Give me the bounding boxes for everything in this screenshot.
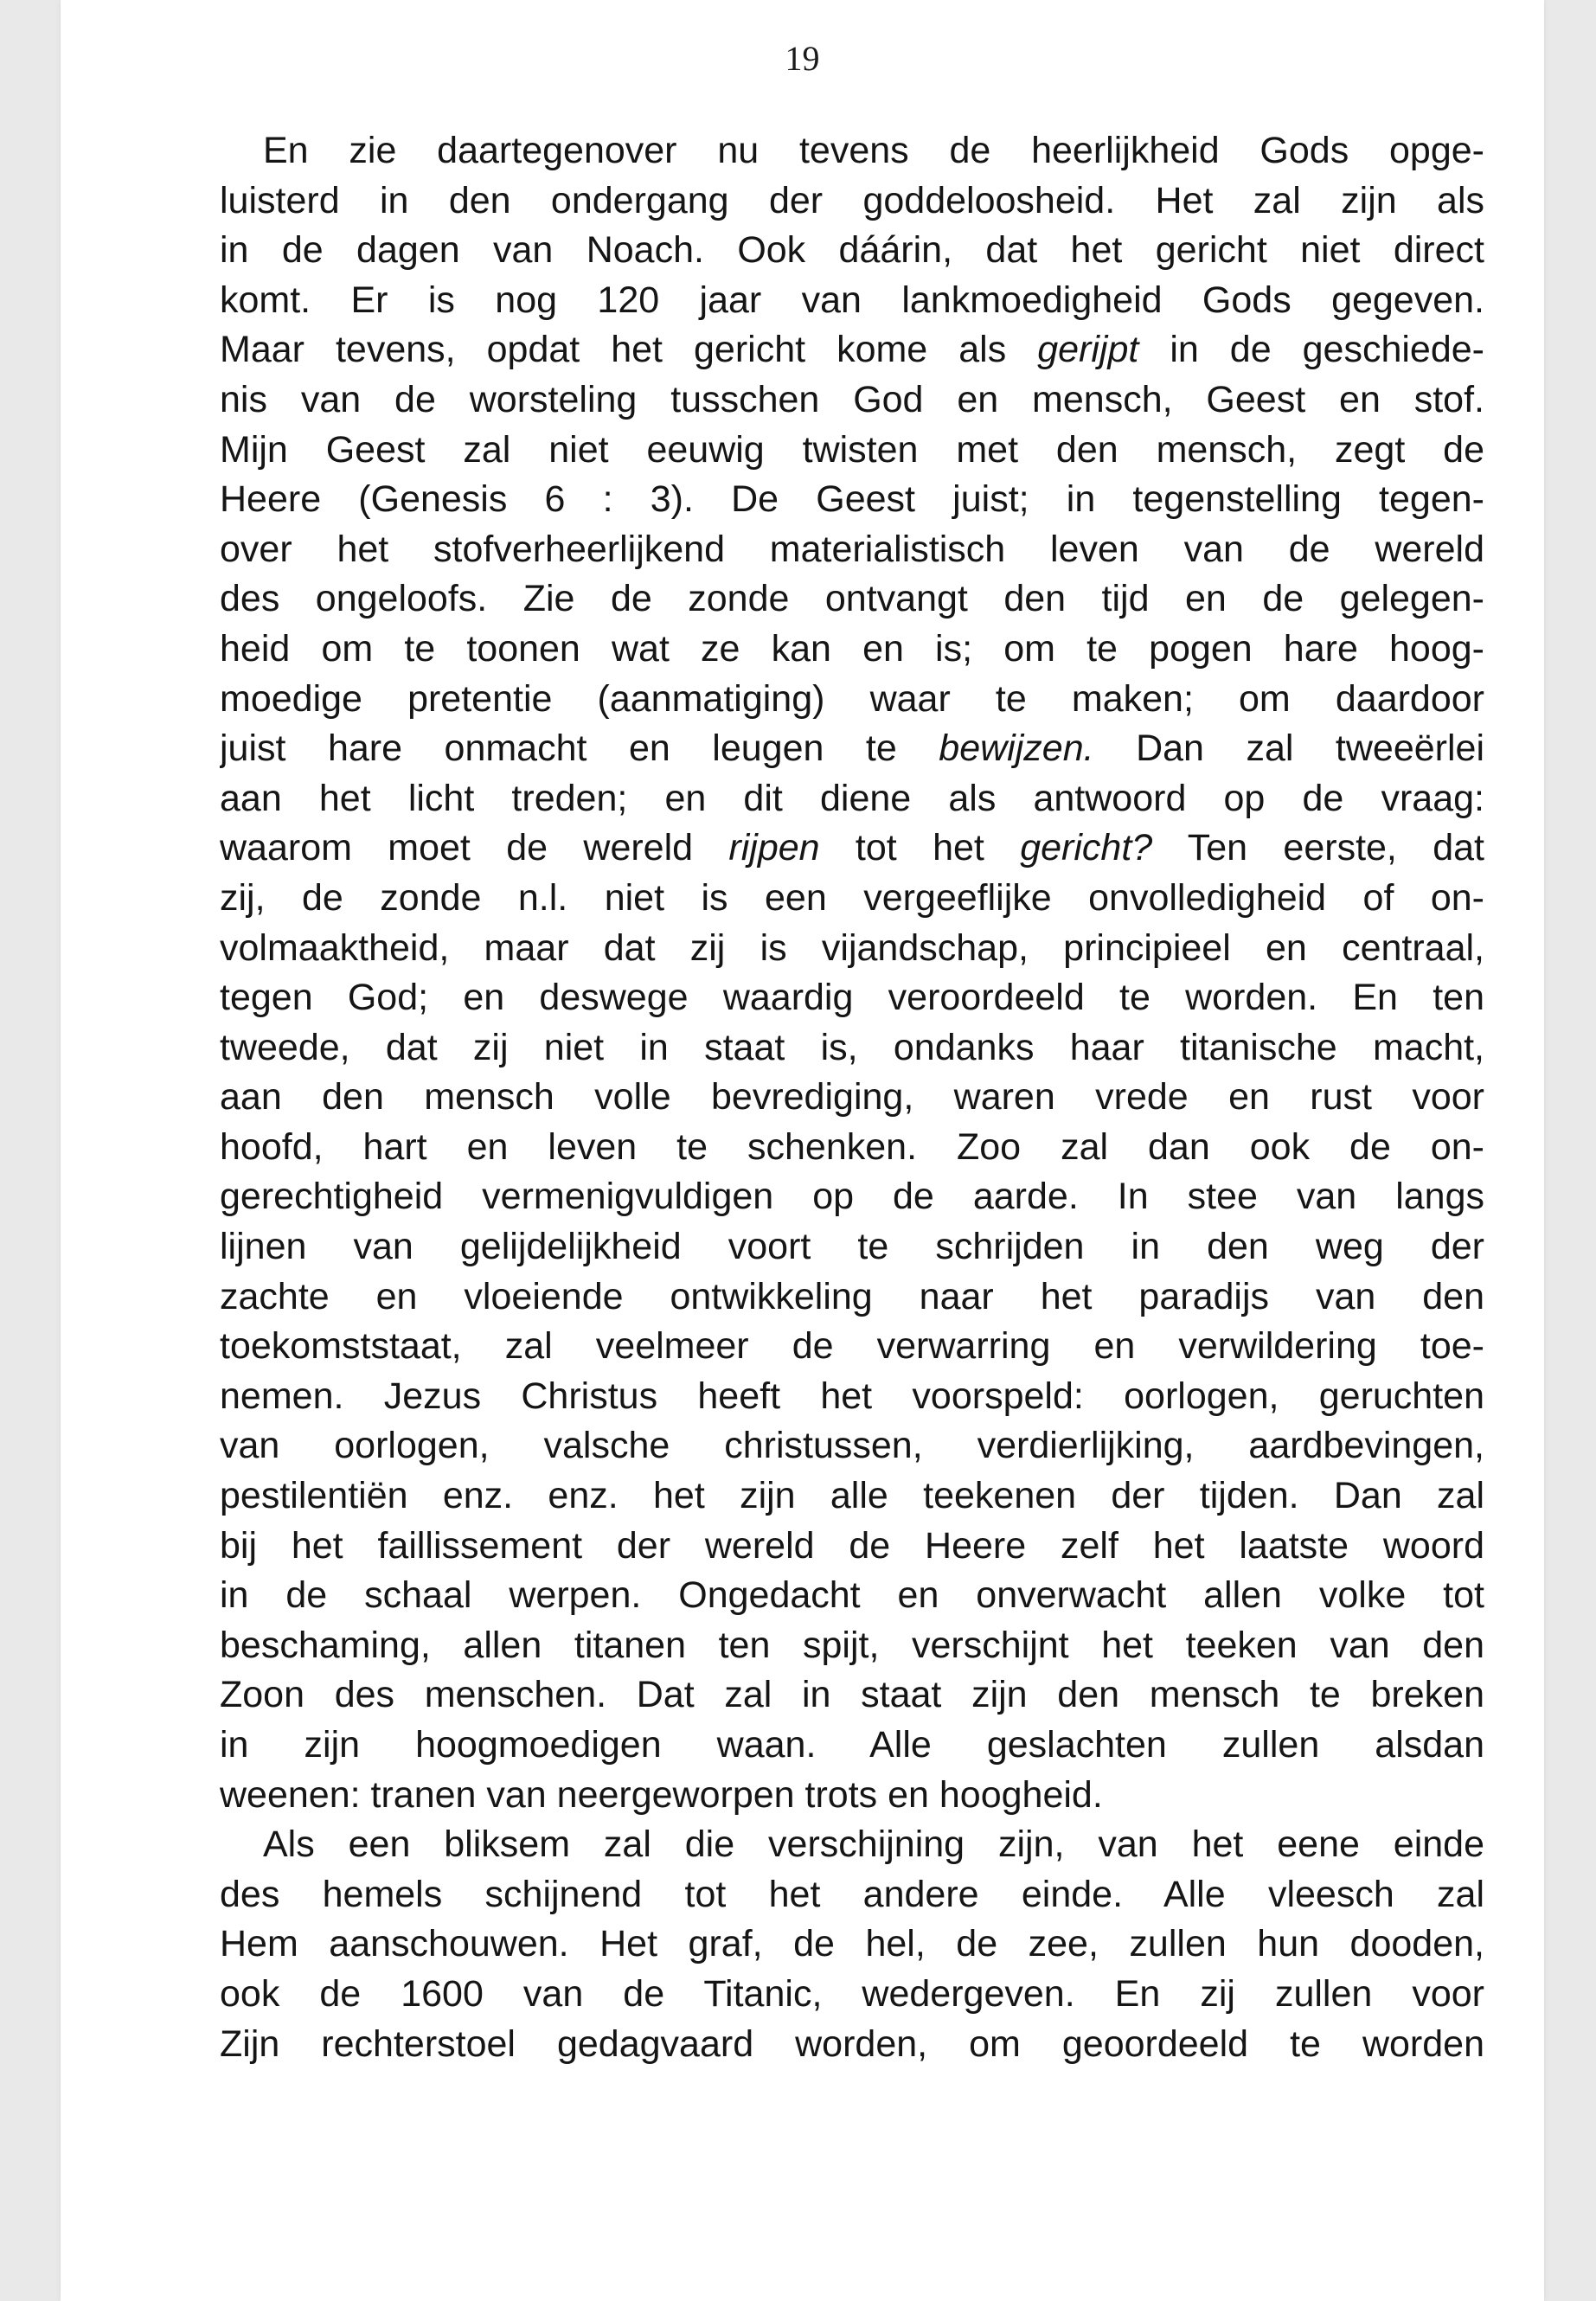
text-line: in de schaal werpen. Ongedacht en onverwacht allen volke tot <box>220 1574 1484 1617</box>
text-line: lijnen van gelijdelijkheid voort te schrijden in den weg der <box>220 1226 1484 1268</box>
text-line: des hemels schijnend tot het andere einde. Alle vleesch zal <box>220 1873 1484 1915</box>
text-line: volmaaktheid, maar dat zij is vijandschap, principieel en centraal, <box>220 926 1484 969</box>
text-line: komt. Er is nog 120 jaar van lankmoedigheid Gods gegeven. <box>220 279 1484 321</box>
text-line: gerechtigheid vermenigvuldigen op de aarde. In stee van langs <box>220 1176 1484 1218</box>
text-line: in zijn hoogmoedigen waan. Alle geslachten zullen alsdan <box>220 1724 1484 1766</box>
text-line: nemen. Jezus Christus heeft het voorspeld: oorlogen, geruchten <box>220 1375 1484 1417</box>
text-line: tegen God; en deswege waardig veroordeeld te worden. En ten <box>220 977 1484 1019</box>
text-line: in de dagen van Noach. Ook dáárin, dat het gericht niet direct <box>220 229 1484 272</box>
text-line: Als een bliksem zal die verschijning zijn, van het eene einde <box>263 1823 1484 1866</box>
body-text <box>220 126 1484 2069</box>
text-line: toekomststaat, zal veelmeer de verwarring en verwildering toe- <box>220 1325 1484 1368</box>
text-line: moedige pretentie (aanmatiging) waar te maken; om daardoor <box>220 677 1484 720</box>
text-line: hoofd, hart en leven te schenken. Zoo zal dan ook de on- <box>220 1125 1484 1168</box>
text-line: Zoon des menschen. Dat zal in staat zijn den mensch te breken <box>220 1674 1484 1716</box>
text-line: van oorlogen, valsche christussen, verdierlijking, aardbevingen, <box>220 1425 1484 1467</box>
text-line: Maar tevens, opdat het gericht kome als gerijpt in de geschiede- <box>220 329 1484 371</box>
text-line: nis van de worsteling tusschen God en mensch, Geest en stof. <box>220 378 1484 420</box>
text-line: aan het licht treden; en dit diene als antwoord op de vraag: <box>220 777 1484 819</box>
book-page <box>61 0 1544 2301</box>
text-line: zij, de zonde n.l. niet is een vergeeflijke onvolledigheid of on- <box>220 876 1484 919</box>
text-line: zachte en vloeiende ontwikkeling naar het paradijs van den <box>220 1275 1484 1317</box>
text-line: pestilentiën enz. enz. het zijn alle teekenen der tijden. Dan zal <box>220 1475 1484 1517</box>
page-number: 19 <box>785 39 820 78</box>
text-line: tweede, dat zij niet in staat is, ondanks haar titanische macht, <box>220 1026 1484 1068</box>
text-line: heid om te toonen wat ze kan en is; om te pogen hare hoog- <box>220 627 1484 670</box>
text-line: Zijn rechterstoel gedagvaard worden, om geoordeeld te worden <box>220 2022 1484 2065</box>
text-line: Mijn Geest zal niet eeuwig twisten met den mensch, zegt de <box>220 428 1484 471</box>
text-line: bij het faillissement der wereld de Heere zelf het laatste woord <box>220 1524 1484 1567</box>
text-line: waarom moet de wereld rijpen tot het gericht? Ten eerste, dat <box>220 827 1484 869</box>
text-line: weenen: tranen van neergeworpen trots en hoogheid. <box>220 1773 1103 1816</box>
text-line: Hem aanschouwen. Het graf, de hel, de zee, zullen hun dooden, <box>220 1923 1484 1965</box>
text-line: beschaming, allen titanen ten spijt, verschijnt het teeken van den <box>220 1624 1484 1666</box>
text-line: luisterd in den ondergang der goddeloosheid. Het zal zijn als <box>220 179 1484 221</box>
text-line: ook de 1600 van de Titanic, wedergeven. En zij zullen voor <box>220 1972 1484 2015</box>
text-line: Heere (Genesis 6 : 3). De Geest juist; in tegenstelling tegen- <box>220 478 1484 521</box>
text-line: En zie daartegenover nu tevens de heerlijkheid Gods opge- <box>263 130 1484 171</box>
text-line: aan den mensch volle bevrediging, waren vrede en rust voor <box>220 1076 1484 1118</box>
text-line: des ongeloofs. Zie de zonde ontvangt den tijd en de gelegen- <box>220 578 1484 620</box>
text-line: over het stofverheerlijkend materialistisch leven van de wereld <box>220 528 1484 570</box>
text-line: juist hare onmacht en leugen te bewijzen. Dan zal tweeërlei <box>220 727 1484 770</box>
